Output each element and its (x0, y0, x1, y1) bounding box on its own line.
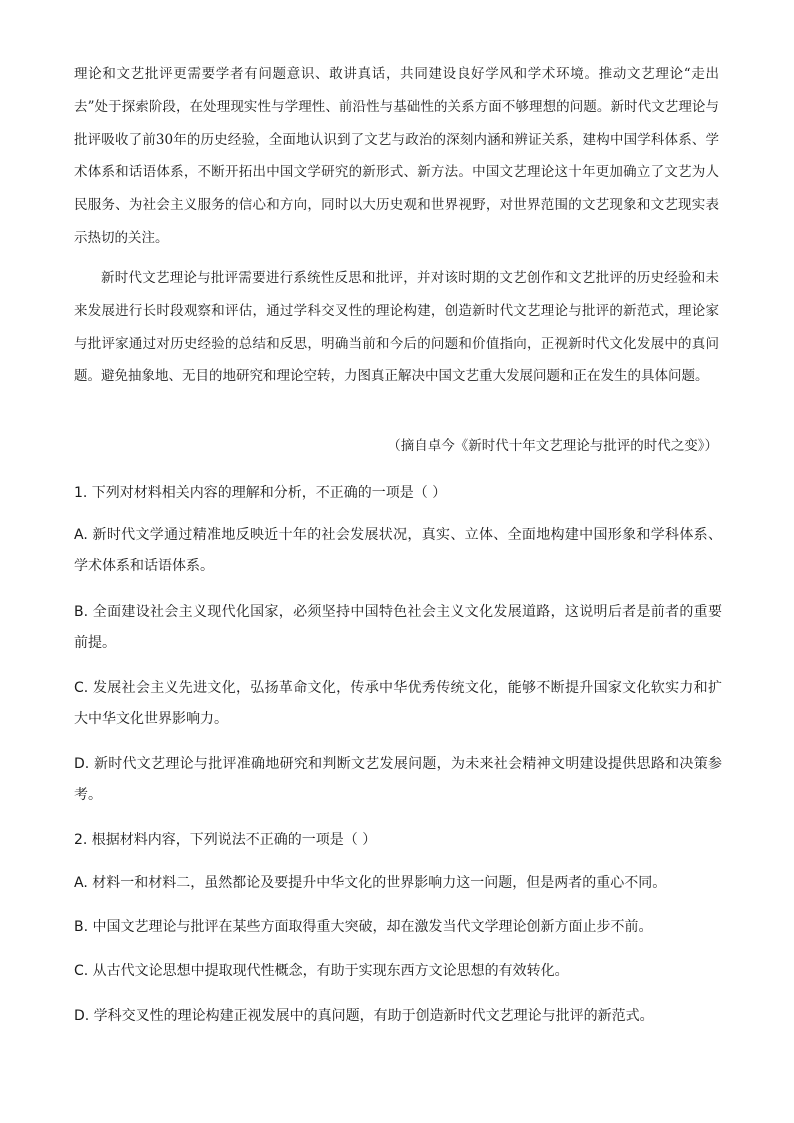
question-2-option-b: B. 中国文艺理论与批评在某些方面取得重大突破，却在激发当代文学理论创新方面止步不前。 (74, 919, 653, 935)
question-1-option-b: B. 全面建设社会主义现代化国家，必须坚持中国特色社会主义文化发展道路，这说明后者是前者的重要前提。 (74, 604, 722, 651)
question-1-option-a: A. 新时代文学通过精准地反映近十年的社会发展状况，真实、立体、全面地构建中国形象和学科体系、学术体系和话语体系。 (74, 527, 722, 574)
question-1-option-d: D. 新时代文艺理论与批评准确地研究和判断文艺发展问题，为未来社会精神文明建设提供思路和决策参考。 (74, 756, 722, 803)
material-paragraph-1: 理论和文艺批评更需要学者有问题意识、敢讲真话，共同建设良好学风和学术环境。推动文艺理论“走出去”处于探索阶段，在处理现实性与学理性、前沿性与基础性的关系方面不够理想的问题。新时代文艺理论与批评吸收了前30年的历史经验，全面地认识到了文艺与政治的深刻内涵和辨证关系，建构中国学科体系、学术体系和话语体系，不断开拓出中国文学研究的新形式、新方法。中国文艺理论这十年更加确立了文艺为人民服务、为社会主义服务的信心和方向，同时以大历史观和世界视野，对世界范围的文艺现象和文艺现实表示热切的关注。 (74, 66, 719, 246)
material-paragraph-2: 新时代文艺理论与批评需要进行系统性反思和批评，并对该时期的文艺创作和文艺批评的历史经验和未来发展进行长时段观察和评估，通过学科交叉性的理论构建，创造新时代文艺理论与批评的新范式，理论家与批评家通过对历史经验的总结和反思，明确当前和今后的问题和价值指向，正视新时代文化发展中的真问题。避免抽象地、无目的地研究和理论空转，力图真正解决中国文艺重大发展问题和正在发生的具体问题。 (74, 270, 719, 385)
question-1-option-c: C. 发展社会主义先进文化，弘扬革命文化，传承中华优秀传统文化，能够不断提升国家文化软实力和扩大中华文化世界影响力。 (74, 680, 722, 727)
source-citation: （摘自卓今《新时代十年文艺理论与批评的时代之变》） (387, 438, 718, 454)
question-2-option-a: A. 材料一和材料二，虽然都论及要提升中华文化的世界影响力这一问题，但是两者的重心不同。 (74, 875, 667, 891)
question-2-option-c: C. 从古代文论思想中提取现代性概念，有助于实现东西方文论思想的有效转化。 (74, 963, 569, 979)
question-2-option-d: D. 学科交叉性的理论构建正视发展中的真问题，有助于创造新时代文艺理论与批评的新范式。 (74, 1008, 654, 1024)
question-1-stem: 1. 下列对材料相关内容的理解和分析，不正确的一项是（ ） (74, 485, 447, 501)
question-2-stem: 2. 根据材料内容，下列说法不正确的一项是（ ） (74, 832, 377, 848)
